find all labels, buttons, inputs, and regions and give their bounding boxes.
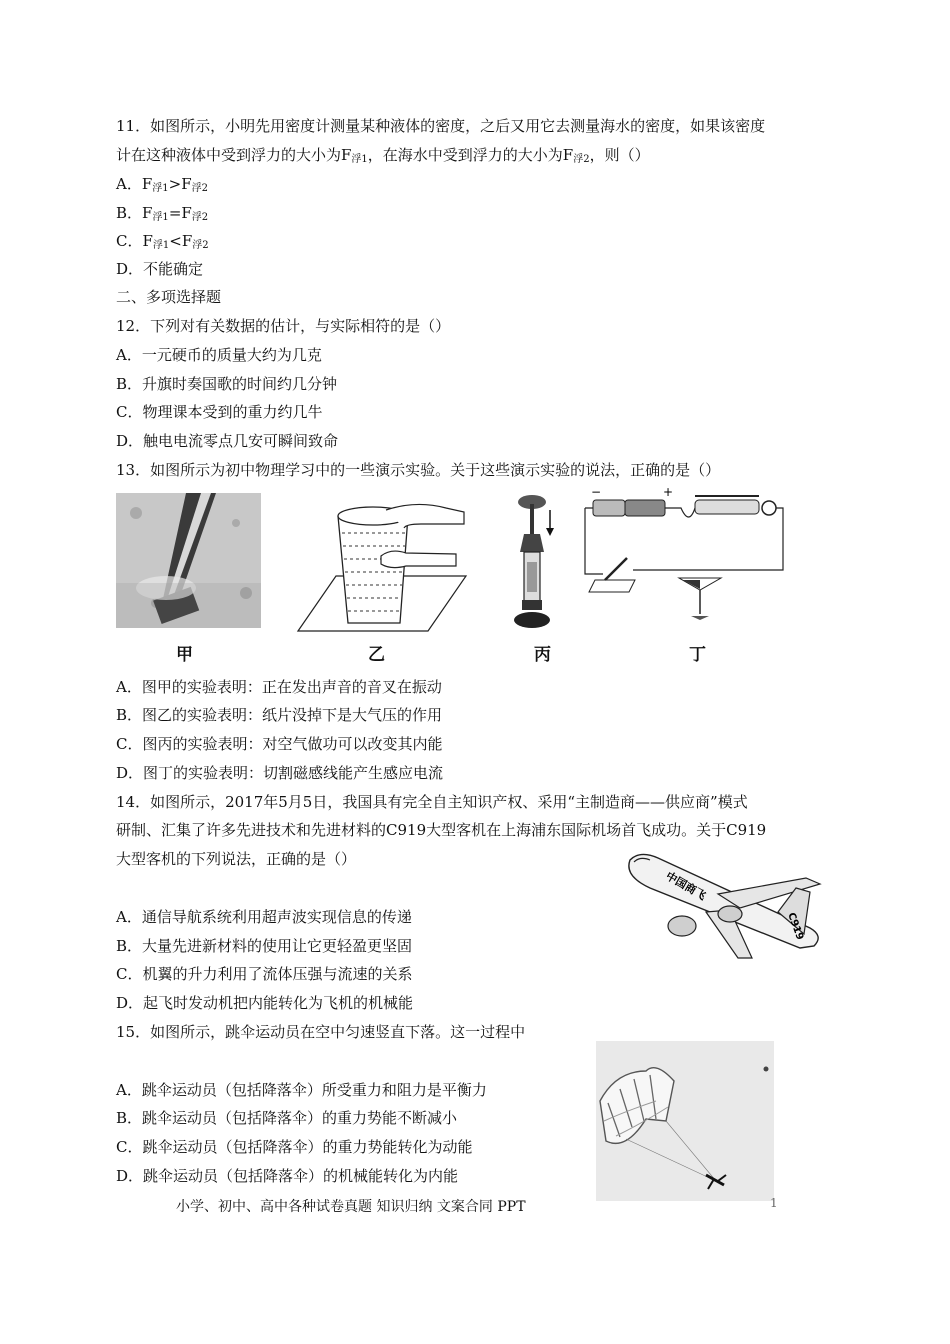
- q12-option-b: B．升旗时奏国歌的时间约几分钟: [116, 375, 338, 393]
- q11-a-sub1: 浮1: [152, 183, 169, 194]
- q11-a-op: >F: [168, 175, 192, 193]
- q11-option-d: D．不能确定: [116, 260, 204, 278]
- page-number: 1: [770, 1196, 778, 1210]
- parachutist-photo: [596, 1041, 774, 1201]
- q12-option-a: A．一元硬币的质量大约为几克: [116, 346, 322, 364]
- page-footer: 小学、初中、高中各种试卷真题 知识归纳 文案合同 PPT: [176, 1199, 526, 1215]
- q11-option-b: [116, 203, 208, 228]
- q11-text-b: ，在海水中受到浮力的大小为F: [367, 146, 574, 164]
- q11-stem-line2: [116, 145, 650, 170]
- q12-stem: 12．下列对有关数据的估计，与实际相符的是（）: [116, 317, 451, 335]
- caption-bing: 丙: [534, 645, 551, 665]
- q11-sub2: 浮2: [573, 154, 590, 165]
- q14-stem-line2: 研制、汇集了许多先进技术和先进材料的C919大型客机在上海浦东国际机场首飞成功。关于C919: [116, 821, 767, 839]
- q13-option-d: D．图丁的实验表明：切割磁感线能产生感应电流: [116, 764, 444, 782]
- q13-option-a: A．图甲的实验表明：正在发出声音的音叉在振动: [116, 678, 442, 696]
- q13-option-b: B．图乙的实验表明：纸片没掉下是大气压的作用: [116, 706, 443, 724]
- q13-stem: 13．如图所示为初中物理学习中的一些演示实验。关于这些演示实验的说法，正确的是（）: [116, 461, 721, 479]
- q15-option-a: A．跳伞运动员（包括降落伞）所受重力和阻力是平衡力: [116, 1081, 487, 1099]
- tuning-fork-photo: [116, 493, 261, 628]
- plane-tail-text: C919: [785, 911, 806, 942]
- plane-brand-text: 中国商飞: [663, 869, 709, 903]
- q15-stem: 15．如图所示，跳伞运动员在空中匀速竖直下落。这一过程中: [116, 1023, 526, 1041]
- q11-c-op: <F: [169, 232, 193, 250]
- q11-c-label: C．F: [116, 232, 153, 250]
- q11-option-a: [116, 174, 208, 199]
- battery-plus-label: +: [663, 486, 674, 499]
- q11-b-sub2: 浮2: [191, 212, 209, 223]
- q11-b-label: B．F: [116, 204, 153, 222]
- q11-option-c: [116, 231, 209, 256]
- q14-option-d: D．起飞时发动机把内能转化为飞机的机械能: [116, 994, 414, 1012]
- q14-option-c: C．机翼的升力利用了流体压强与流速的关系: [116, 965, 413, 983]
- caption-jia: 甲: [176, 645, 193, 665]
- q11-sub1: 浮1: [351, 154, 368, 165]
- cup-paper-diagram: [296, 498, 471, 636]
- q11-a-label: A．F: [116, 175, 153, 193]
- q11-text-a: 计在这种液体中受到浮力的大小为F: [116, 146, 352, 164]
- q14-stem-line3: 大型客机的下列说法，正确的是（）: [116, 850, 357, 868]
- q15-option-d: D．跳伞运动员（包括降落伞）的机械能转化为内能: [116, 1167, 459, 1185]
- q14-option-a: A．通信导航系统利用超声波实现信息的传递: [116, 908, 412, 926]
- q11-text-c: ，则（）: [589, 146, 650, 164]
- q11-a-sub2: 浮2: [191, 183, 208, 194]
- q12-option-c: C．物理课本受到的重力约几牛: [116, 403, 323, 421]
- q11-c-sub1: 浮1: [152, 240, 170, 251]
- q11-b-sub1: 浮1: [152, 212, 169, 223]
- q15-option-c: C．跳伞运动员（包括降落伞）的重力势能转化为动能: [116, 1138, 473, 1156]
- q14-stem-line1: 14．如图所示，2017年5月5日，我国具有完全自主知识产权、采用“主制造商——供应商”模式: [116, 793, 748, 811]
- caption-yi: 乙: [368, 645, 385, 665]
- caption-ding: 丁: [689, 645, 706, 665]
- q11-stem-line1: 11．如图所示，小明先用密度计测量某种液体的密度，之后又用它去测量海水的密度，如果该密度: [116, 117, 766, 135]
- q14-option-b: B．大量先进新材料的使用让它更轻盈更坚固: [116, 937, 413, 955]
- q15-option-b: B．跳伞运动员（包括降落伞）的重力势能不断减小: [116, 1109, 458, 1127]
- battery-minus-label: −: [591, 486, 602, 499]
- section-heading: 二、多项选择题: [116, 288, 222, 306]
- air-compression-apparatus: [510, 492, 560, 634]
- q11-c-sub2: 浮2: [192, 240, 209, 251]
- q12-option-d: D．触电电流零点几安可瞬间致命: [116, 432, 339, 450]
- q11-b-op: =F: [168, 204, 192, 222]
- c919-airplane-illustration: [610, 848, 832, 963]
- circuit-experiment-diagram: [583, 486, 785, 631]
- q13-option-c: C．图丙的实验表明：对空气做功可以改变其内能: [116, 735, 443, 753]
